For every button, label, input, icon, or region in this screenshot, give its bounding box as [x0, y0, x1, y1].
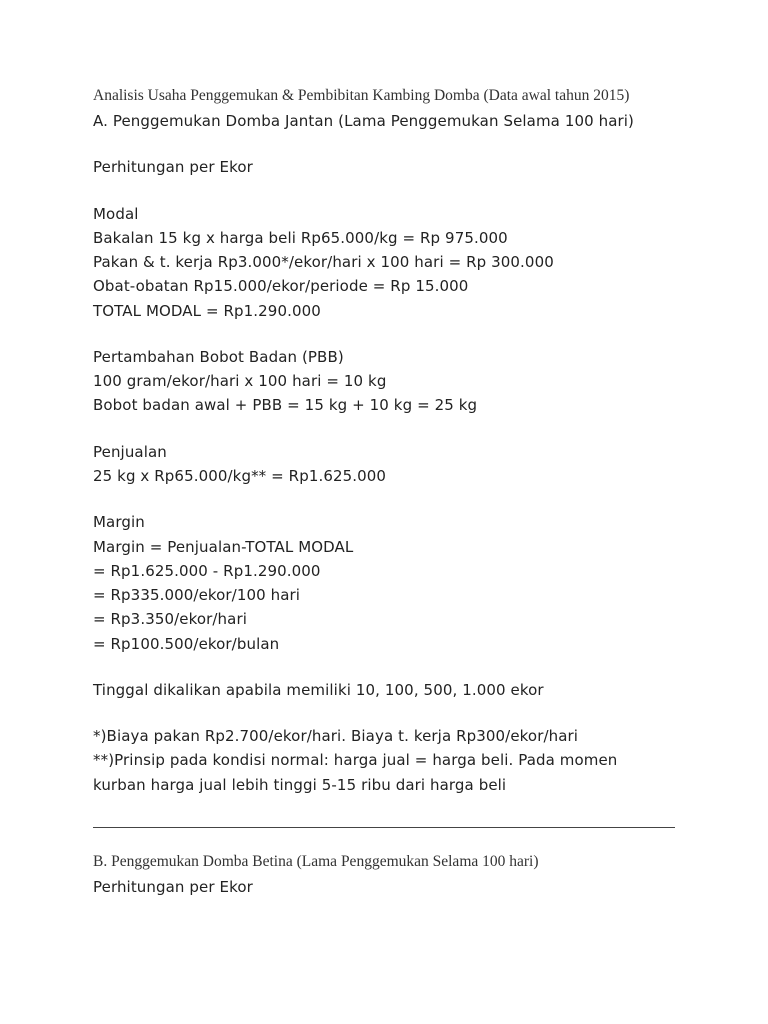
penjualan-line: 25 kg x Rp65.000/kg** = Rp1.625.000 — [93, 467, 387, 485]
multiply-note: Tinggal dikalikan apabila memiliki 10, 100, 500, 1.000 ekor — [93, 681, 544, 699]
modal-line: Bakalan 15 kg x harga beli Rp65.000/kg = Rp 975.000 — [93, 229, 508, 247]
section-a-heading: A. Penggemukan Domba Jantan (Lama Penggemukan Selama 100 hari) — [93, 112, 635, 130]
footnote: **)Prinsip pada kondisi normal: harga jual = harga beli. Pada momen — [93, 751, 618, 769]
section-divider — [93, 827, 675, 828]
modal-line: Obat-obatan Rp15.000/ekor/periode = Rp 15.000 — [93, 277, 469, 295]
margin-line: = Rp335.000/ekor/100 hari — [93, 586, 301, 604]
margin-line: Margin = Penjualan-TOTAL MODAL — [93, 538, 354, 556]
section-b-per-ekor: Perhitungan per Ekor — [93, 878, 253, 896]
footnote: kurban harga jual lebih tinggi 5-15 ribu dari harga beli — [93, 776, 507, 794]
section-b-heading: B. Penggemukan Domba Betina (Lama Penggemukan Selama 100 hari) — [93, 853, 539, 870]
pbb-line: 100 gram/ekor/hari x 100 hari = 10 kg — [93, 372, 387, 390]
footnote: *)Biaya pakan Rp2.700/ekor/hari. Biaya t. kerja Rp300/ekor/hari — [93, 727, 579, 745]
margin-heading: Margin — [93, 513, 145, 531]
modal-line: Pakan & t. kerja Rp3.000*/ekor/hari x 100 hari = Rp 300.000 — [93, 253, 554, 271]
pbb-heading: Pertambahan Bobot Badan (PBB) — [93, 348, 344, 366]
margin-line: = Rp1.625.000 - Rp1.290.000 — [93, 562, 321, 580]
margin-line: = Rp3.350/ekor/hari — [93, 610, 247, 628]
section-a-per-ekor: Perhitungan per Ekor — [93, 158, 253, 176]
penjualan-heading: Penjualan — [93, 443, 167, 461]
document-title: Analisis Usaha Penggemukan & Pembibitan Kambing Domba (Data awal tahun 2015) — [93, 87, 630, 104]
pbb-line: Bobot badan awal + PBB = 15 kg + 10 kg = 25 kg — [93, 396, 478, 414]
modal-total: TOTAL MODAL = Rp1.290.000 — [93, 302, 321, 320]
modal-heading: Modal — [93, 205, 139, 223]
margin-line: = Rp100.500/ekor/bulan — [93, 635, 280, 653]
